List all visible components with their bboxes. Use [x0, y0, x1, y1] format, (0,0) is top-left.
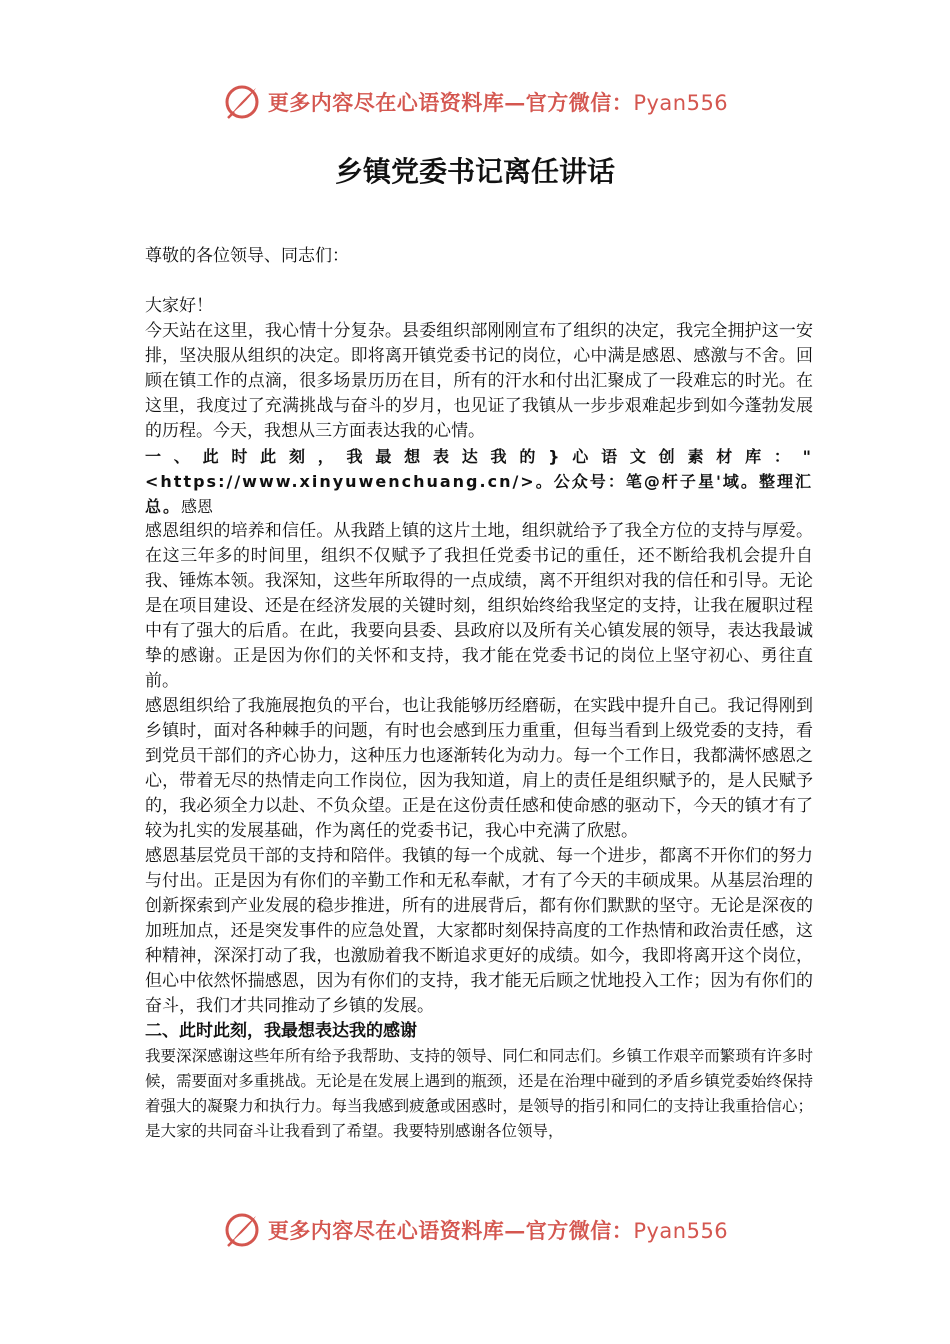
footer-banner: [0, 1208, 950, 1252]
banner-text: 更多内容尽在心语资料库—官方微信：Pyan556: [267, 1218, 729, 1243]
section1-heading: 一、此时此刻，我最想表达我的}心语文创素材库："<https://www.xinyuwenchuang.cn/>。公众号：笔@杆子星'域。整理汇总。感恩: [145, 447, 813, 516]
section1-paragraph-1: 感恩组织的培养和信任。从我踏上镇的这片土地，组织就给予了我全方位的支持与厚爱。在这三年多的时间里，组织不仅赋予了我担任党委书记的重任，还不断给我机会提升自我、锤炼本领。我深知，这些年所取得的一点成绩，离不开组织对我的信任和引导。无论是在项目建设、还是在经济发展的关键时刻，组织始终给我坚定的支持，让我在履职过程中有了强大的后盾。在此，我要向县委、县政府以及所有关心镇发展的领导，表达我最诚挚的感谢。正是因为你们的关怀和支持，我才能在党委书记的岗位上坚守初心、勇往直前。: [145, 521, 813, 691]
header-banner: [0, 80, 950, 124]
section1-paragraph-3: 感恩基层党员干部的支持和陪伴。我镇的每一个成就、每一个进步，都离不开你们的努力与付出。正是因为有你们的辛勤工作和无私奉献，才有了今天的丰硕成果。从基层治理的创新探索到产业发展的稳步推进，所有的进展背后，都有你们默默的坚守。无论是深夜的加班加点，还是突发事件的应急处置，大家都时刻保持高度的工作热情和政治责任感，这种精神，深深打动了我，也激励着我不断追求更好的成绩。如今，我即将离开这个岗位，但心中依然怀揣感恩，因为有你们的支持，我才能无后顾之忧地投入工作；因为有你们的奋斗，我们才共同推动了乡镇的发展。: [145, 846, 813, 1016]
document-body: [145, 244, 813, 1144]
intro-paragraph: 今天站在这里，我心情十分复杂。县委组织部刚刚宣布了组织的决定，我完全拥护这一安排，坚决服从组织的决定。即将离开镇党委书记的岗位，心中满是感恩、感激与不舍。回顾在镇工作的点滴，很多场景历历在目，所有的汗水和付出汇聚成了一段难忘的时光。在这里，我度过了充满挑战与奋斗的岁月，也见证了我镇从一步步艰难起步到如今蓬勃发展的历程。今天，我想从三方面表达我的心情。: [145, 321, 813, 441]
section2-paragraph: 我要深深感谢这些年所有给予我帮助、支持的领导、同仁和同志们。乡镇工作艰辛而繁琐有许多时候，需要面对多重挑战。无论是在发展上遇到的瓶颈，还是在治理中碰到的矛盾乡镇党委始终保持着强大的凝聚力和执行力。每当我感到疲惫或困惑时，是领导的指引和同仁的支持让我重拾信心；是大家的共同奋斗让我看到了希望。我要特别感谢各位领导，: [145, 1047, 813, 1140]
section1-heading-tail: 感恩: [181, 497, 214, 516]
section2-heading: 二、此时此刻，我最想表达我的感谢: [145, 1021, 417, 1041]
wechat-id: Pyan556: [633, 1219, 729, 1243]
quill-pen-icon: [222, 1210, 262, 1250]
section1-paragraph-2: 感恩组织给了我施展抱负的平台，也让我能够历经磨砺，在实践中提升自己。我记得刚到乡镇时，面对各种棘手的问题，有时也会感到压力重重，但每当看到上级党委的支持，看到党员干部们的齐心协力，这种压力也逐渐转化为动力。每一个工作日，我都满怀感恩之心，带着无尽的热情走向工作岗位，因为我知道，肩上的责任是组织赋予的，是人民赋予的，我必须全力以赴、不负众望。正是在这份责任感和使命感的驱动下，今天的镇才有了较为扎实的发展基础，作为离任的党委书记，我心中充满了欣慰。: [145, 696, 813, 841]
greeting: 尊敬的各位领导、同志们：: [145, 246, 349, 266]
hello: 大家好！: [145, 296, 213, 316]
wechat-id: Pyan556: [633, 91, 729, 115]
quill-pen-icon: [222, 82, 262, 122]
banner-text: 更多内容尽在心语资料库—官方微信：Pyan556: [267, 90, 729, 115]
page-title: 乡镇党委书记离任讲话: [334, 155, 615, 188]
